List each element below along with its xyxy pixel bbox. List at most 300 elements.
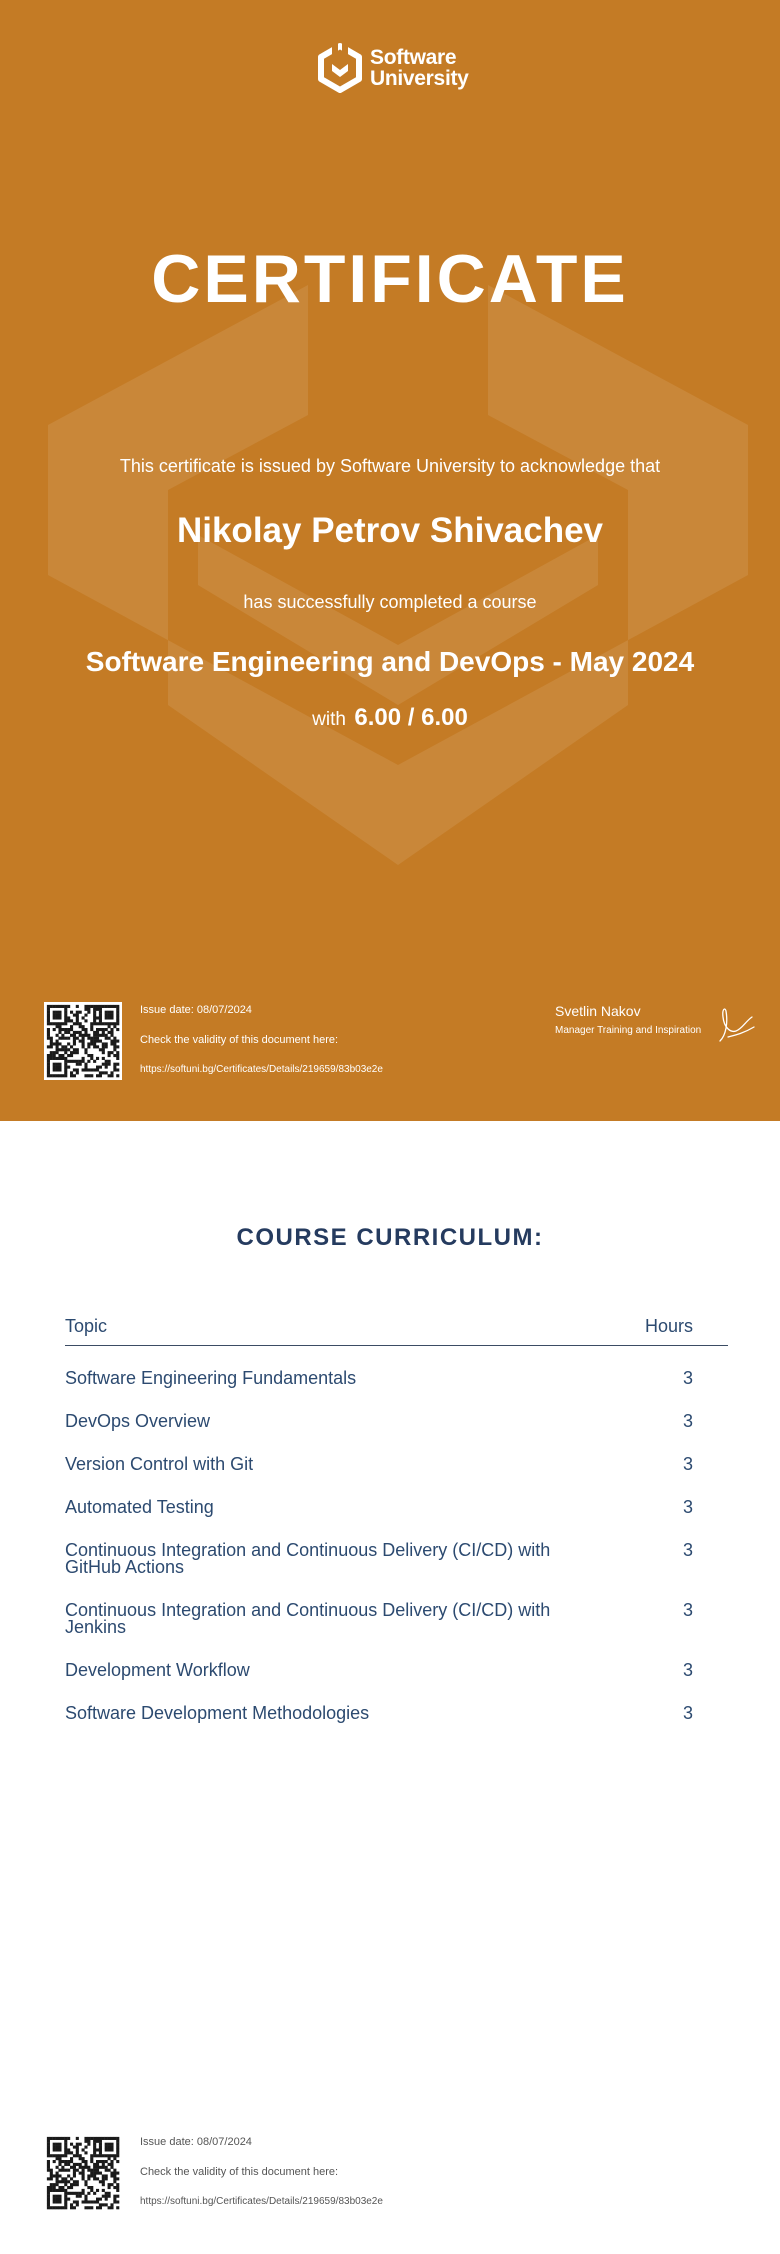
qr-module: [58, 1057, 61, 1060]
qr-module: [47, 2192, 50, 2195]
qr-module: [50, 1005, 53, 1008]
qr-module: [102, 1022, 105, 1025]
qr-module: [70, 2186, 73, 2189]
qr-module: [64, 2146, 67, 2149]
footer-validity-link[interactable]: https://softuni.bg/Certificates/Details/219659/83b03e2e: [140, 2196, 383, 2207]
qr-module: [113, 1037, 116, 1040]
qr-module: [64, 1063, 67, 1066]
qr-module: [47, 2206, 50, 2209]
qr-module: [56, 2198, 59, 2201]
qr-module: [64, 2200, 67, 2203]
qr-module: [110, 1031, 113, 1034]
qr-module: [47, 2186, 50, 2189]
qr-module: [116, 1051, 119, 1054]
qr-module: [96, 2189, 99, 2192]
recipient-name: Nikolay Petrov Shivachev: [176, 511, 604, 550]
qr-module: [50, 2189, 53, 2192]
qr-module: [76, 1063, 79, 1066]
qr-module: [84, 1034, 87, 1037]
qr-module: [102, 2189, 105, 2192]
qr-module: [47, 2137, 50, 2140]
qr-module: [70, 1074, 73, 1077]
row-topic: Continuous Integration and Continuous Delivery (CI/CD) with Jenkins: [65, 1600, 551, 1637]
qr-module: [99, 1016, 102, 1019]
qr-module: [70, 2157, 73, 2160]
qr-module: [113, 2198, 116, 2201]
signer-role: Manager Training and Inspiration: [555, 1025, 702, 1036]
header-topic: Topic: [65, 1316, 108, 1336]
row-topic: Software Development Methodologies: [65, 1703, 370, 1723]
qr-module: [108, 2148, 111, 2151]
qr-module: [70, 1025, 73, 1028]
qr-module: [76, 1068, 79, 1071]
qr-module: [61, 2177, 64, 2180]
row-hours: 3: [682, 1497, 693, 1517]
qr-module: [61, 2137, 64, 2140]
qr-module: [67, 1019, 70, 1022]
qr-module: [110, 2172, 113, 2175]
signature-icon: [716, 1003, 756, 1045]
qr-module: [53, 2160, 56, 2163]
qr-module: [53, 2154, 56, 2157]
qr-module: [108, 2154, 111, 2157]
qr-module: [116, 2195, 119, 2198]
qr-module: [82, 1060, 85, 1063]
qr-module: [47, 1016, 50, 1019]
qr-module: [64, 2151, 67, 2154]
qr-module: [82, 2174, 85, 2177]
qr-module: [50, 1037, 53, 1040]
qr-module: [102, 2177, 105, 2180]
qr-module: [93, 2163, 96, 2166]
qr-module: [84, 1031, 87, 1034]
qr-module: [105, 2198, 108, 2201]
qr-module: [93, 2146, 96, 2149]
qr-module: [116, 2186, 119, 2189]
certificate-intro: This certificate is issued by Software University to acknowledge that: [119, 456, 661, 476]
qr-module: [56, 2195, 59, 2198]
qr-module: [116, 2154, 119, 2157]
qr-module: [113, 1040, 116, 1043]
qr-module: [47, 2203, 50, 2206]
qr-module: [79, 1060, 82, 1063]
qr-module: [70, 2143, 73, 2146]
qr-module: [70, 2206, 73, 2209]
qr-module: [61, 2189, 64, 2192]
qr-module: [116, 1011, 119, 1014]
qr-module: [64, 2148, 67, 2151]
qr-module: [90, 2172, 93, 2175]
qr-module: [76, 2151, 79, 2154]
qr-module: [90, 1037, 93, 1040]
qr-module: [116, 1057, 119, 1060]
qr-module: [116, 2140, 119, 2143]
qr-module: [110, 2143, 113, 2146]
qr-module: [67, 2151, 70, 2154]
qr-module: [70, 1028, 73, 1031]
curriculum-table: [65, 1313, 728, 1723]
qr-module: [67, 2137, 70, 2140]
qr-module: [116, 1063, 119, 1066]
qr-code-icon[interactable]: [44, 1002, 122, 1080]
qr-module: [58, 2186, 61, 2189]
qr-module: [58, 1042, 61, 1045]
qr-module: [64, 2169, 67, 2172]
qr-module: [73, 2154, 76, 2157]
qr-module: [64, 2160, 67, 2163]
qr-module: [87, 1011, 90, 1014]
qr-module: [67, 1031, 70, 1034]
qr-module: [105, 1016, 108, 1019]
qr-module: [64, 1068, 67, 1071]
qr-module: [76, 1071, 79, 1074]
qr-module: [96, 1040, 99, 1043]
qr-module: [113, 2157, 116, 2160]
qr-module: [56, 2174, 59, 2177]
qr-module: [58, 2137, 61, 2140]
qr-module: [76, 1037, 79, 1040]
qr-module: [105, 1066, 108, 1069]
qr-module: [93, 2143, 96, 2146]
qr-module: [102, 1034, 105, 1037]
qr-module: [84, 2137, 87, 2140]
qr-module: [61, 1048, 64, 1051]
qr-module: [90, 1005, 93, 1008]
qr-module: [99, 2160, 102, 2163]
qr-module: [61, 1037, 64, 1040]
qr-module: [105, 2203, 108, 2206]
qr-module: [53, 2137, 56, 2140]
qr-module: [110, 1016, 113, 1019]
qr-module: [87, 1037, 90, 1040]
qr-module: [116, 1014, 119, 1017]
qr-module: [50, 2206, 53, 2209]
qr-module: [105, 1011, 108, 1014]
qr-module: [58, 2206, 61, 2209]
qr-module: [108, 1051, 111, 1054]
qr-module: [47, 2160, 50, 2163]
qr-module: [116, 1005, 119, 1008]
qr-module: [56, 1025, 59, 1028]
qr-module: [105, 1034, 108, 1037]
qr-module: [105, 2169, 108, 2172]
qr-module: [76, 1048, 79, 1051]
qr-module: [53, 2183, 56, 2186]
qr-module: [113, 2169, 116, 2172]
qr-module: [87, 2206, 90, 2209]
qr-module: [87, 1034, 90, 1037]
certificate-title: CERTIFICATE: [151, 241, 629, 317]
qr-module: [50, 2174, 53, 2177]
qr-module: [84, 2180, 87, 2183]
qr-module: [102, 1031, 105, 1034]
qr-module: [96, 1005, 99, 1008]
qr-module: [108, 2183, 111, 2186]
qr-module: [116, 2172, 119, 2175]
qr-module: [56, 2206, 59, 2209]
qr-module: [67, 2186, 70, 2189]
qr-module: [76, 1019, 79, 1022]
qr-module: [108, 1037, 111, 1040]
qr-module: [58, 2163, 61, 2166]
qr-module: [53, 1063, 56, 1066]
qr-module: [105, 2137, 108, 2140]
qr-module: [73, 2183, 76, 2186]
qr-module: [56, 2166, 59, 2169]
qr-module: [116, 2189, 119, 2192]
qr-module: [50, 2177, 53, 2180]
qr-module: [96, 2140, 99, 2143]
qr-module: [93, 1040, 96, 1043]
qr-module: [102, 2154, 105, 2157]
qr-module: [64, 2203, 67, 2206]
qr-module: [90, 2186, 93, 2189]
qr-module: [64, 2192, 67, 2195]
brand-line-1: Software: [370, 46, 457, 69]
qr-module: [53, 1042, 56, 1045]
qr-module: [76, 2203, 79, 2206]
qr-code-icon[interactable]: [44, 2134, 122, 2212]
qr-module: [99, 1014, 102, 1017]
qr-module: [84, 1028, 87, 1031]
qr-module: [99, 2198, 102, 2201]
qr-module: [93, 2200, 96, 2203]
qr-module: [47, 2143, 50, 2146]
qr-module: [84, 2183, 87, 2186]
qr-module: [113, 2186, 116, 2189]
qr-module: [58, 1048, 61, 1051]
qr-module: [113, 1042, 116, 1045]
qr-module: [58, 2180, 61, 2183]
qr-module: [93, 1042, 96, 1045]
qr-module: [64, 1037, 67, 1040]
qr-module: [108, 1063, 111, 1066]
qr-module: [73, 1051, 76, 1054]
qr-module: [87, 1060, 90, 1063]
qr-module: [61, 2180, 64, 2183]
qr-module: [96, 2177, 99, 2180]
qr-module: [76, 2200, 79, 2203]
qr-module: [50, 1054, 53, 1057]
qr-module: [96, 1066, 99, 1069]
qr-module: [84, 2151, 87, 2154]
qr-module: [58, 1068, 61, 1071]
qr-module: [47, 2166, 50, 2169]
qr-module: [47, 1031, 50, 1034]
qr-module: [113, 1022, 116, 1025]
qr-module: [64, 2183, 67, 2186]
qr-module: [96, 2137, 99, 2140]
qr-module: [73, 2146, 76, 2149]
qr-module: [108, 1014, 111, 1017]
qr-module: [116, 1045, 119, 1048]
qr-module: [64, 2206, 67, 2209]
qr-module: [102, 2203, 105, 2206]
qr-module: [79, 2195, 82, 2198]
qr-module: [47, 2148, 50, 2151]
qr-module: [64, 1060, 67, 1063]
qr-module: [87, 1045, 90, 1048]
qr-module: [116, 2177, 119, 2180]
qr-module: [73, 2169, 76, 2172]
qr-module: [96, 2169, 99, 2172]
qr-module: [82, 2189, 85, 2192]
qr-module: [47, 1045, 50, 1048]
qr-module: [90, 2169, 93, 2172]
qr-module: [93, 1031, 96, 1034]
qr-module: [102, 1045, 105, 1048]
qr-module: [64, 1048, 67, 1051]
qr-module: [58, 2154, 61, 2157]
qr-module: [87, 1008, 90, 1011]
qr-module: [105, 2192, 108, 2195]
qr-module: [56, 2200, 59, 2203]
qr-module: [108, 2195, 111, 2198]
qr-module: [116, 2183, 119, 2186]
qr-module: [102, 1048, 105, 1051]
row-hours: 3: [682, 1540, 693, 1560]
qr-module: [47, 1005, 50, 1008]
qr-module: [96, 1074, 99, 1077]
qr-module: [56, 2143, 59, 2146]
qr-module: [56, 2183, 59, 2186]
qr-module: [56, 1068, 59, 1071]
signer-name: Svetlin Nakov: [555, 1003, 641, 1019]
qr-module: [116, 2151, 119, 2154]
qr-module: [58, 2195, 61, 2198]
qr-module: [47, 2200, 50, 2203]
certificate-page: [0, 0, 780, 1121]
qr-module: [93, 2154, 96, 2157]
qr-module: [99, 2203, 102, 2206]
qr-module: [84, 1066, 87, 1069]
qr-module: [102, 2160, 105, 2163]
qr-module: [82, 1057, 85, 1060]
qr-module: [108, 2192, 111, 2195]
qr-module: [110, 1011, 113, 1014]
qr-module: [64, 1071, 67, 1074]
qr-module: [56, 1016, 59, 1019]
qr-module: [50, 2183, 53, 2186]
qr-module: [47, 1054, 50, 1057]
qr-module: [110, 2160, 113, 2163]
qr-module: [64, 1031, 67, 1034]
qr-module: [90, 2157, 93, 2160]
qr-module: [108, 2169, 111, 2172]
qr-module: [93, 2172, 96, 2175]
qr-module: [110, 1040, 113, 1043]
qr-module: [99, 1028, 102, 1031]
qr-module: [50, 1045, 53, 1048]
qr-module: [61, 1057, 64, 1060]
qr-module: [56, 1040, 59, 1043]
qr-module: [84, 1019, 87, 1022]
qr-module: [53, 2146, 56, 2149]
qr-module: [96, 2206, 99, 2209]
qr-module: [108, 1016, 111, 1019]
qr-module: [58, 2174, 61, 2177]
qr-module: [53, 2206, 56, 2209]
qr-module: [105, 2148, 108, 2151]
qr-module: [64, 1008, 67, 1011]
qr-module: [110, 2206, 113, 2209]
row-hours: 3: [682, 1703, 693, 1723]
qr-module: [90, 1022, 93, 1025]
qr-module: [82, 1034, 85, 1037]
qr-module: [64, 1005, 67, 1008]
validity-link[interactable]: https://softuni.bg/Certificates/Details/219659/83b03e2e: [140, 1064, 383, 1075]
row-topic: Software Engineering Fundamentals: [65, 1368, 357, 1388]
qr-module: [113, 2200, 116, 2203]
qr-module: [70, 1019, 73, 1022]
qr-module: [47, 1063, 50, 1066]
row-topic: Continuous Integration and Continuous Delivery (CI/CD) with GitHub Actions: [65, 1540, 551, 1577]
qr-module: [82, 1042, 85, 1045]
qr-module: [67, 2174, 70, 2177]
qr-module: [93, 1019, 96, 1022]
qr-module: [73, 1034, 76, 1037]
qr-module: [116, 1028, 119, 1031]
qr-module: [67, 1048, 70, 1051]
qr-module: [53, 2143, 56, 2146]
qr-module: [93, 2192, 96, 2195]
qr-module: [47, 1037, 50, 1040]
qr-module: [73, 1022, 76, 1025]
qr-module: [110, 2174, 113, 2177]
qr-module: [110, 1005, 113, 1008]
qr-module: [116, 2137, 119, 2140]
qr-module: [76, 2195, 79, 2198]
qr-module: [64, 2198, 67, 2201]
qr-module: [47, 1034, 50, 1037]
qr-module: [90, 1057, 93, 1060]
qr-module: [56, 2157, 59, 2160]
qr-module: [76, 2183, 79, 2186]
qr-module: [76, 1022, 79, 1025]
qr-module: [113, 2195, 116, 2198]
qr-module: [53, 1011, 56, 1014]
qr-module: [64, 2163, 67, 2166]
qr-module: [99, 1008, 102, 1011]
qr-module: [113, 2154, 116, 2157]
qr-module: [105, 1028, 108, 1031]
qr-module: [96, 1045, 99, 1048]
qr-module: [96, 1037, 99, 1040]
qr-module: [87, 2137, 90, 2140]
qr-module: [47, 2140, 50, 2143]
qr-module: [64, 1014, 67, 1017]
header-hours: Hours: [644, 1316, 693, 1336]
qr-module: [90, 1042, 93, 1045]
qr-module: [93, 1045, 96, 1048]
qr-module: [102, 1057, 105, 1060]
qr-module: [108, 1011, 111, 1014]
qr-module: [113, 1063, 116, 1066]
qr-module: [99, 2137, 102, 2140]
qr-module: [93, 1037, 96, 1040]
qr-module: [73, 1060, 76, 1063]
qr-module: [73, 2172, 76, 2175]
qr-module: [87, 2143, 90, 2146]
qr-module: [99, 1040, 102, 1043]
qr-module: [56, 2137, 59, 2140]
qr-module: [67, 2192, 70, 2195]
qr-module: [96, 2160, 99, 2163]
qr-module: [64, 1019, 67, 1022]
qr-module: [58, 1025, 61, 1028]
qr-module: [84, 2206, 87, 2209]
qr-module: [70, 1011, 73, 1014]
